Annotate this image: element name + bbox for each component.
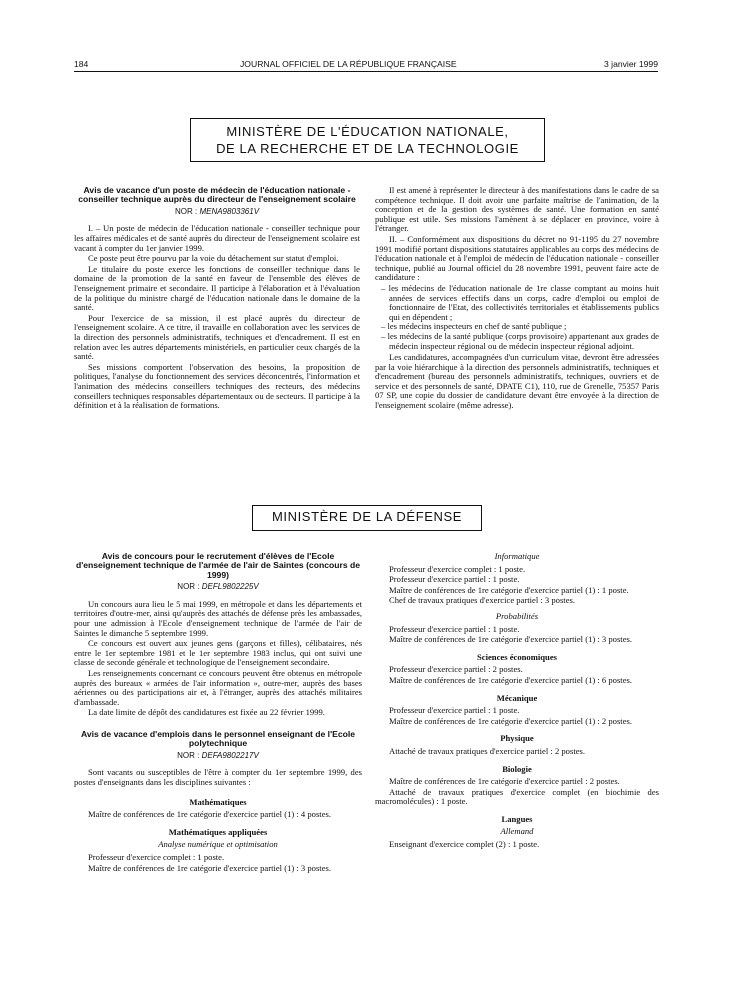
discipline-heading: Informatique — [494, 551, 540, 561]
avis-polytechnique-title: Avis de vacance d'emplois dans le personnel enseignant de l'Ecole polytechnique — [80, 728, 356, 749]
defense-right-column — [375, 552, 659, 850]
post-line: Attaché de travaux pratiques d'exercice partiel : 2 postes. — [389, 745, 586, 756]
paragraph: Sont vacants ou susceptibles de l'être à compter du 1er septembre 1999, des postes d'enseignants dans les disciplines suivantes : — [74, 767, 362, 787]
discipline-subheading: Allemand — [500, 826, 534, 837]
post-line: Maître de conférences de 1re catégorie d'exercice partiel (1) : 4 postes. — [88, 809, 332, 820]
ministry-education-box — [190, 118, 545, 162]
post-line: Maître de conférences de 1re catégorie d'exercice partiel (1) : 3 postes. — [389, 634, 633, 645]
avis-medecin-right-column — [375, 186, 659, 411]
ministry-education-line2: DE LA RECHERCHE ET DE LA TECHNOLOGIE — [216, 141, 519, 156]
nor-code: DEFA9802217V — [201, 750, 259, 760]
discipline-heading: Mécanique — [496, 692, 538, 703]
defense-left-column — [74, 552, 362, 873]
nor-label: NOR : — [177, 582, 200, 592]
paragraph: Les candidatures, accompagnées d'un curriculum vitae, devront être adressées par la voie hiérarchique à la direction des personnels administratifs, techniques et d'encadrement (bureau des personnels administratifs, techniques, ouvriers et de service et des personnels de santé, DPATE C1), 110, rue de Grenelle, 75357 Paris 07 SP, une copie du dossier de candidature devant être envoyée à la direction de l'enseignement scolaire (même adresse). — [375, 352, 659, 411]
paragraph: Ce poste peut être pourvu par la voie du détachement sur statut d'emploi. — [88, 253, 339, 264]
post-line: Maître de conférences de 1re catégorie d'exercice partiel (1) : 3 postes. — [88, 862, 332, 873]
ministry-education-line1: MINISTÈRE DE L'ÉDUCATION NATIONALE, — [226, 124, 509, 139]
discipline-heading: Physique — [500, 733, 534, 744]
paragraph: Ses missions comportent l'observation des besoins, la proposition de politiques, l'analyse du fonctionnement des services déconcentrés, l'information et l'animation des médecins conseillers techniques des recteurs, des médecins conseillers techniques responsables départementaux ou de secteurs. Il participe à la définition et à la réalisation de formations. — [74, 361, 360, 411]
avis-medecin-left-column — [74, 186, 360, 411]
nor-label: NOR : — [174, 206, 198, 216]
header-rule — [74, 71, 658, 72]
post-line: Professeur d'exercice partiel : 1 poste. — [389, 623, 520, 634]
list-item: – les médecins de la santé publique (corps provisoire) appartenant aux grades de médecin inspecteur régional ou de médecin inspecteur régional adjoint. — [381, 330, 659, 351]
discipline-heading: Mathématiques appliquées — [168, 826, 268, 837]
nor-label: NOR : — [177, 750, 200, 760]
ministry-defense-box — [252, 505, 482, 531]
nor-code: MENA9803361V — [199, 206, 260, 216]
discipline-subheading: Analyse numérique et optimisation — [158, 839, 278, 850]
discipline-heading: Biologie — [502, 763, 532, 774]
post-line: Professeur d'exercice complet : 1 poste. — [88, 851, 225, 862]
avis-concours-nor — [74, 582, 362, 592]
paragraph: Le titulaire du poste exerce les fonctions de conseiller technique dans le domaine de la promotion de la santé en faveur de l'ensemble des élèves de l'enseignement primaire et secondaire. Il participe à l'élaboration et à l'évaluation de la politique du ministre chargé de l'éducation nationale dans le domaine de la santé. — [74, 263, 360, 313]
post-line: Maître de conférences de 1re catégorie d'exercice partiel (1) : 6 postes. — [389, 674, 633, 685]
paragraph: Pour l'exercice de sa mission, il est placé auprès du directeur de l'enseignement scolaire. A ce titre, il travaille en collaboration avec les services de la direction des personnels administratifs, techniques et d'encadrement. Il est en relation avec les autres départements ministériels, en particulier ceux chargés de la santé. — [74, 312, 360, 362]
paragraph: Ce concours est ouvert aux jeunes gens (garçons et filles), célibataires, nés entre le 1er septembre 1981 et le 1er septembre 1983 inclus, qui ont suivi une classe de seconde générale et technologique de l'enseignement secondaire. — [74, 638, 362, 668]
discipline-heading: Sciences économiques — [477, 651, 557, 662]
post-line: Professeur d'exercice partiel : 1 poste. — [389, 705, 520, 716]
discipline-sections-left — [74, 798, 362, 874]
page-number: 184 — [74, 59, 89, 69]
avis-medecin-nor — [74, 207, 360, 217]
ministry-defense-title: MINISTÈRE DE LA DÉFENSE — [271, 509, 463, 524]
post-line: Professeur d'exercice partiel : 2 postes. — [389, 664, 523, 675]
avis-concours-title: Avis de concours pour le recrutement d'élèves de l'Ecole d'enseignement technique de l'armée de l'air de Saintes (concours de 1999) — [75, 551, 361, 580]
discipline-heading: Langues — [501, 813, 533, 824]
nor-code: DEFL9802225V — [201, 582, 259, 592]
list-item: – les médecins de l'éducation nationale de 1re classe comptant au moins huit années de services effectifs dans un corps, cadre d'emploi ou emploi de fonctionnaire de l'Etat, des collectivités territoriales et établissements publics qui en dépendent ; — [381, 282, 659, 322]
discipline-heading: Probabilités — [495, 610, 539, 621]
list-item: – les médecins inspecteurs en chef de santé publique ; — [381, 321, 567, 332]
paragraph: I. – Un poste de médecin de l'éducation nationale - conseiller technique pour les affaires médicales et de santé auprès du directeur de l'enseignement scolaire est vacant à compter du 1er janvier 1999. — [74, 223, 360, 253]
journal-title: JOURNAL OFFICIEL DE LA RÉPUBLIQUE FRANÇAISE — [240, 59, 457, 69]
post-line: Maître de conférences de 1re catégorie d'exercice partiel (1) : 1 poste. — [389, 584, 629, 595]
issue-date: 3 janvier 1999 — [604, 59, 658, 69]
post-line: Professeur d'exercice complet : 1 poste. — [389, 563, 526, 574]
post-line: Chef de travaux pratiques d'exercice partiel : 3 postes. — [389, 595, 576, 606]
paragraph: La date limite de dépôt des candidatures est fixée au 22 février 1999. — [88, 707, 325, 718]
avis-polytechnique-nor — [74, 751, 362, 761]
discipline-heading: Mathématiques — [189, 796, 247, 807]
paragraph: Un concours aura lieu le 5 mai 1999, en métropole et dans les départements et territoires d'outre-mer, ainsi qu'auprès des attachés de défense près les ambassades, pour une admission à l'Ecole d'enseignement technique de l'armée de l'air de Saintes le dimanche 5 septembre 1999. — [74, 598, 362, 638]
avis-medecin-title: Avis de vacance d'un poste de médecin de l'éducation nationale - conseiller technique auprès du directeur de l'enseignement scolaire — [78, 185, 356, 205]
eligibility-list — [375, 284, 659, 351]
paragraph: II. – Conformément aux dispositions du décret no 91-1195 du 27 novembre 1991 modifié portant dispositions statutaires applicables au corps des médecins de l'éducation nationale et à l'emploi de médecin de l'éducation nationale - conseiller technique, publié au Journal officiel du 28 novembre 1991, peuvent faire acte de candidature : — [375, 233, 659, 283]
post-line: Attaché de travaux pratiques d'exercice complet (en biochimie des macromolécules) : 1 poste. — [375, 786, 659, 807]
discipline-sections-right — [375, 552, 659, 850]
post-line: Maître de conférences de 1re catégorie d'exercice partiel (1) : 2 postes. — [389, 715, 633, 726]
paragraph: Les renseignements concernant ce concours peuvent être obtenus en métropole auprès des bureaux « armées de l'air information », outre-mer, auprès des bases aériennes ou des participations air et, à l'étranger, auprès des attachés militaires d'ambassade. — [74, 667, 362, 707]
post-line: Professeur d'exercice partiel : 1 poste. — [389, 574, 520, 585]
post-line: Enseignant d'exercice complet (2) : 1 poste. — [389, 839, 540, 850]
paragraph: Il est amené à représenter le directeur à des manifestations dans le cadre de sa compétence technique. Il doit avoir une parfaite maîtrise de l'animation, de la conception et de la gestion des systèmes de santé. Une formation en santé publique est utile. Ses missions l'amènent à se déplacer en province, voire à l'étranger. — [375, 185, 659, 234]
post-line: Maître de conférences de 1re catégorie d'exercice partiel : 2 postes. — [389, 776, 620, 787]
